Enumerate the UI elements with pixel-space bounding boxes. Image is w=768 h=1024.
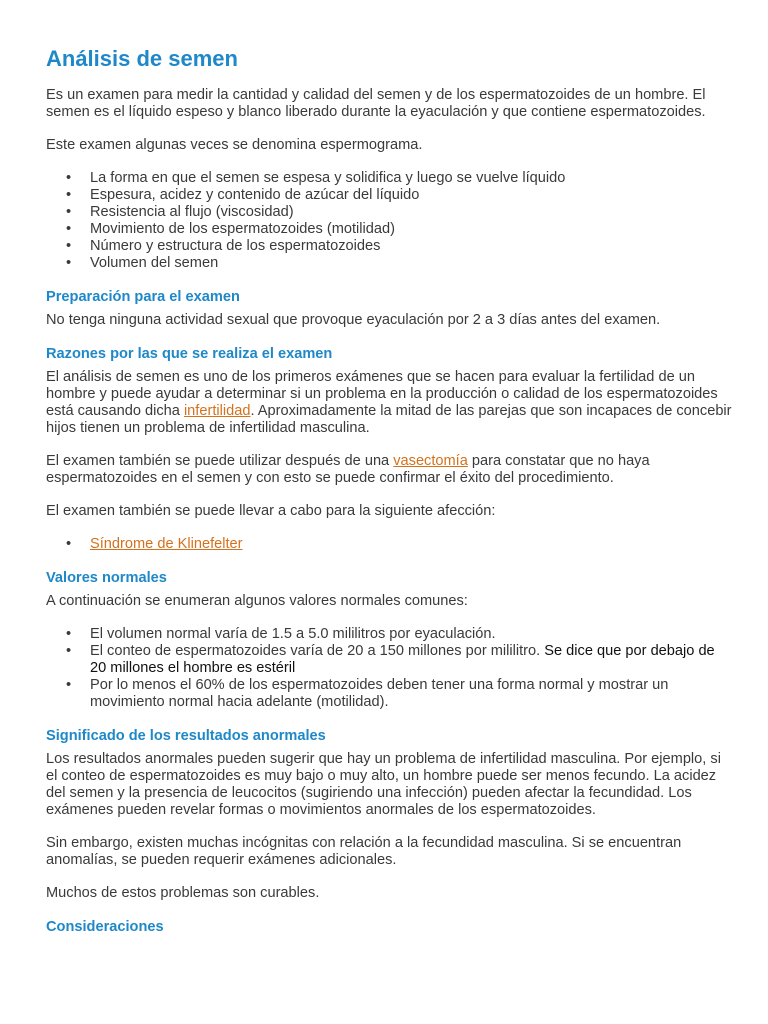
normal-values-list [46,626,732,711]
list-item: • El volumen normal varía de 1.5 a 5.0 mililitros por eyaculación. [90,626,732,643]
link-klinefelter[interactable]: Síndrome de Klinefelter [90,536,243,552]
list-item: • Resistencia al flujo (viscosidad) [90,204,732,221]
heading-razones: Razones por las que se realiza el examen [46,346,333,362]
list-item: • Número y estructura de los espermatozoides [90,238,732,255]
intro-paragraph-alias: Este examen algunas veces se denomina espermograma. [46,137,423,153]
heading-preparacion: Preparación para el examen [46,289,240,305]
razones-paragraph-1 [46,369,732,437]
list-item [90,536,732,553]
link-vasectomia[interactable]: vasectomía [393,453,468,469]
link-infertilidad[interactable]: infertilidad [183,403,251,419]
razones-paragraph-3: El examen también se puede llevar a cabo para la siguiente afección: [46,503,496,519]
preparacion-text: No tenga ninguna actividad sexual que provoque eyaculación por 2 a 3 días antes del examen. [46,312,661,328]
heading-valores: Valores normales [46,570,167,586]
conditions-list [46,536,732,553]
razones-text-after: . Aproximadamente la mitad de las parejas que son incapaces de concebir hijos tienen un problema de infertilidad masculina. [46,403,732,436]
valores-intro: A continuación se enumeran algunos valores normales comunes: [46,593,468,609]
list-item [90,643,732,677]
list-item: • La forma en que el semen se espesa y solidifica y luego se vuelve líquido [90,170,732,187]
intro-paragraph: Es un examen para medir la cantidad y calidad del semen y de los espermatozoides de un hombre. El semen es el líquido espeso y blanco liberado durante la eyaculación y que contiene espermatozoides. [46,87,706,120]
anormales-paragraph-3: Muchos de estos problemas son curables. [46,885,320,901]
razones-p2-after: para constatar que no haya espermatozoides en el semen y con esto se puede confirmar el éxito del procedimiento. [46,453,650,486]
sperm-count-text: El conteo de espermatozoides varía de 20 a 150 millones por mililitro. [90,643,545,659]
list-item: • Espesura, acidez y contenido de azúcar del líquido [90,187,732,204]
sterility-note: Se dice que por debajo de 20 millones el hombre es estéril [90,643,715,676]
test-measures-list [46,170,732,272]
razones-text-before: El análisis de semen es uno de los primeros exámenes que se hacen para evaluar la fertilidad de un hombre y puede ayudar a determinar si un problema en la producción o calidad de los espermatozoides está causando dicha [46,369,718,419]
heading-anormales: Significado de los resultados anormales [46,728,326,744]
anormales-paragraph-1: Los resultados anormales pueden sugerir que hay un problema de infertilidad masculina. Por ejemplo, si el conteo de espermatozoides es muy bajo o muy alto, un hombre puede ser menos fecundo. La acidez del semen y la presencia de leucocitos (sugiriendo una infección) pueden afectar la fecundidad. Los exámenes pueden revelar formas o movimientos anormales de los espermatozoides. [46,751,721,818]
razones-paragraph-2 [46,453,732,487]
list-item: • Volumen del semen [90,255,732,272]
razones-p2-before: El examen también se puede utilizar después de una [46,453,394,469]
list-item: • Por lo menos el 60% de los espermatozoides deben tener una forma normal y mostrar un movimiento normal hacia adelante (motilidad). [90,677,732,711]
list-item: • Movimiento de los espermatozoides (motilidad) [90,221,732,238]
heading-consideraciones: Consideraciones [46,919,164,935]
anormales-paragraph-2: Sin embargo, existen muchas incógnitas con relación a la fecundidad masculina. Si se encuentran anomalías, se pueden requerir exámenes adicionales. [46,835,682,868]
page-title: Análisis de semen [46,46,238,71]
